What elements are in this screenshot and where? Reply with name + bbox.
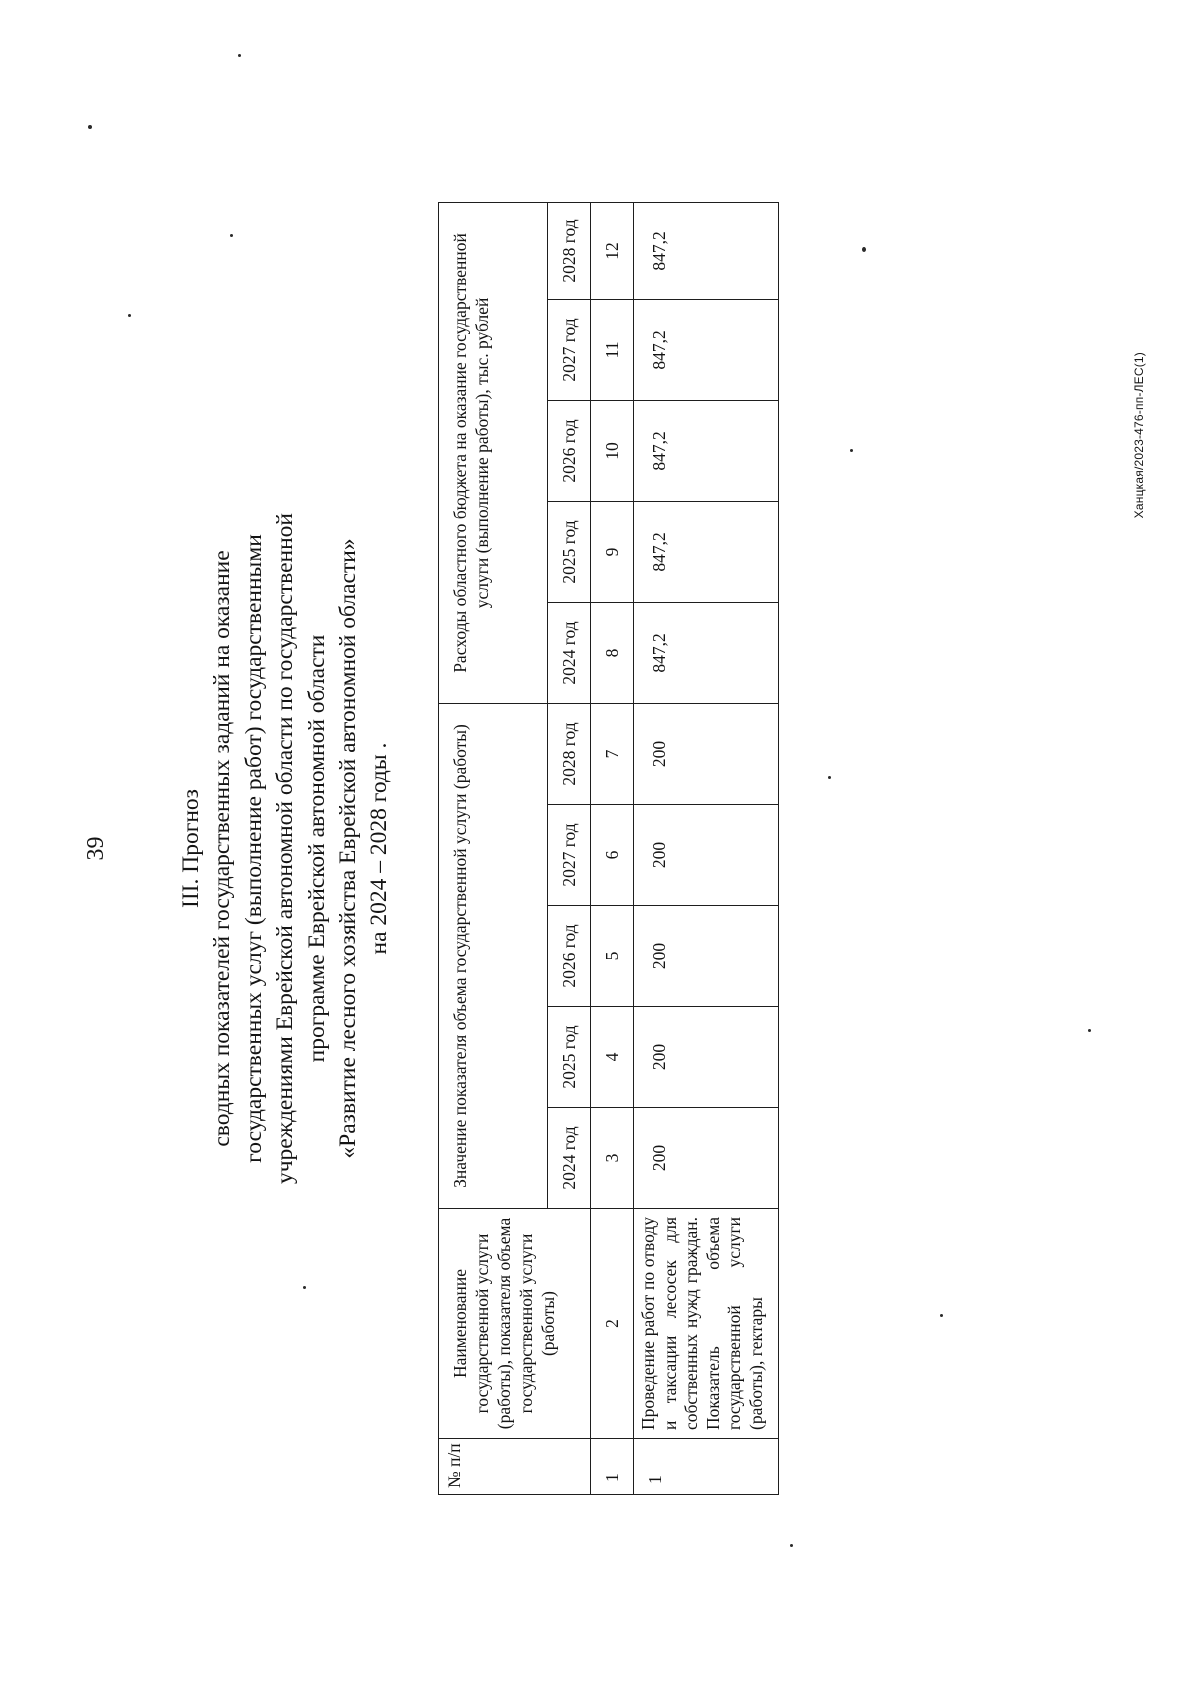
expense-cell: 847,2 xyxy=(634,602,779,703)
column-number: 7 xyxy=(591,703,634,804)
page-number: 39 xyxy=(83,836,109,861)
column-number: 12 xyxy=(591,202,634,299)
header-year-volume: 2025 год xyxy=(548,1007,591,1108)
header-volume-group xyxy=(439,703,548,1208)
volume-cell: 200 xyxy=(634,805,779,906)
document-heading xyxy=(176,180,396,1517)
heading-line: «Развитие лесного хозяйства Еврейской автономной области» xyxy=(335,538,362,1159)
scan-speck xyxy=(1088,1029,1091,1032)
column-number: 11 xyxy=(591,299,634,400)
volume-cell: 200 xyxy=(634,703,779,804)
scan-speck xyxy=(850,449,853,452)
header-year-expense: 2028 год xyxy=(548,202,591,299)
scan-speck xyxy=(862,247,866,252)
scan-speck xyxy=(790,1544,793,1547)
volume-cell: 200 xyxy=(634,1007,779,1108)
scan-speck xyxy=(940,1314,943,1317)
column-number: 8 xyxy=(591,602,634,703)
header-service-name-label: Наименование государственной услуги (работы), показателя объема государственной услуги (работы) xyxy=(450,1217,558,1430)
column-number-row xyxy=(591,202,634,1494)
header-volume-label: Значение показателя объема государственной услуги (работы) xyxy=(450,724,470,1188)
heading-line: сводных показателей государственных заданий на оказание xyxy=(209,550,236,1147)
scan-speck xyxy=(88,125,92,129)
expense-cell: 847,2 xyxy=(634,400,779,501)
column-number: 10 xyxy=(591,400,634,501)
header-number xyxy=(439,1439,591,1495)
expense-cell: 847,2 xyxy=(634,202,779,299)
header-service-name xyxy=(439,1209,591,1439)
row-service-name: Проведение работ по отводу и таксации лесосек для собственных нужд граждан. Показатель объема государственной услуги (работы), гектары xyxy=(634,1209,779,1439)
heading-line: учреждениями Еврейской автономной области по государственной xyxy=(272,513,299,1185)
expense-cell: 847,2 xyxy=(634,501,779,602)
scan-speck xyxy=(128,314,131,317)
row-number: 1 xyxy=(634,1439,779,1495)
scan-speck xyxy=(828,776,831,779)
header-year-volume: 2026 год xyxy=(548,906,591,1007)
header-expense-group xyxy=(439,202,548,703)
header-year-volume: 2027 год xyxy=(548,805,591,906)
header-year-volume: 2028 год xyxy=(548,703,591,804)
column-number: 1 xyxy=(591,1439,634,1495)
header-number-label: № п/п xyxy=(444,1443,464,1488)
header-expense-label: Расходы областного бюджета на оказание государственной услуги (выполнение работы), тыс. рублей xyxy=(450,233,492,673)
header-year-expense: 2026 год xyxy=(548,400,591,501)
header-year-volume: 2024 год xyxy=(548,1108,591,1209)
column-number: 4 xyxy=(591,1007,634,1108)
heading-line: программе Еврейской автономной области xyxy=(303,634,330,1063)
volume-cell: 200 xyxy=(634,1108,779,1209)
volume-cell: 200 xyxy=(634,906,779,1007)
document-footer-code: Ханцкая/2023-476-пп-ЛЕС(1) xyxy=(1132,352,1146,519)
scan-speck xyxy=(238,54,241,57)
header-year-expense: 2024 год xyxy=(548,602,591,703)
column-number: 3 xyxy=(591,1108,634,1209)
column-number: 2 xyxy=(591,1209,634,1439)
expense-cell: 847,2 xyxy=(634,299,779,400)
header-year-expense: 2027 год xyxy=(548,299,591,400)
scan-speck xyxy=(230,234,233,237)
heading-line: государственных услуг (выполнение работ) государственными xyxy=(240,534,267,1163)
column-number: 9 xyxy=(591,501,634,602)
heading-line: III. Прогноз xyxy=(178,789,204,908)
heading-line: на 2024 – 2028 годы . xyxy=(366,742,393,955)
forecast-table xyxy=(438,202,779,1495)
header-year-expense: 2025 год xyxy=(548,501,591,602)
column-number: 6 xyxy=(591,805,634,906)
table-row xyxy=(634,202,779,1494)
scan-speck xyxy=(303,1286,306,1289)
column-number: 5 xyxy=(591,906,634,1007)
